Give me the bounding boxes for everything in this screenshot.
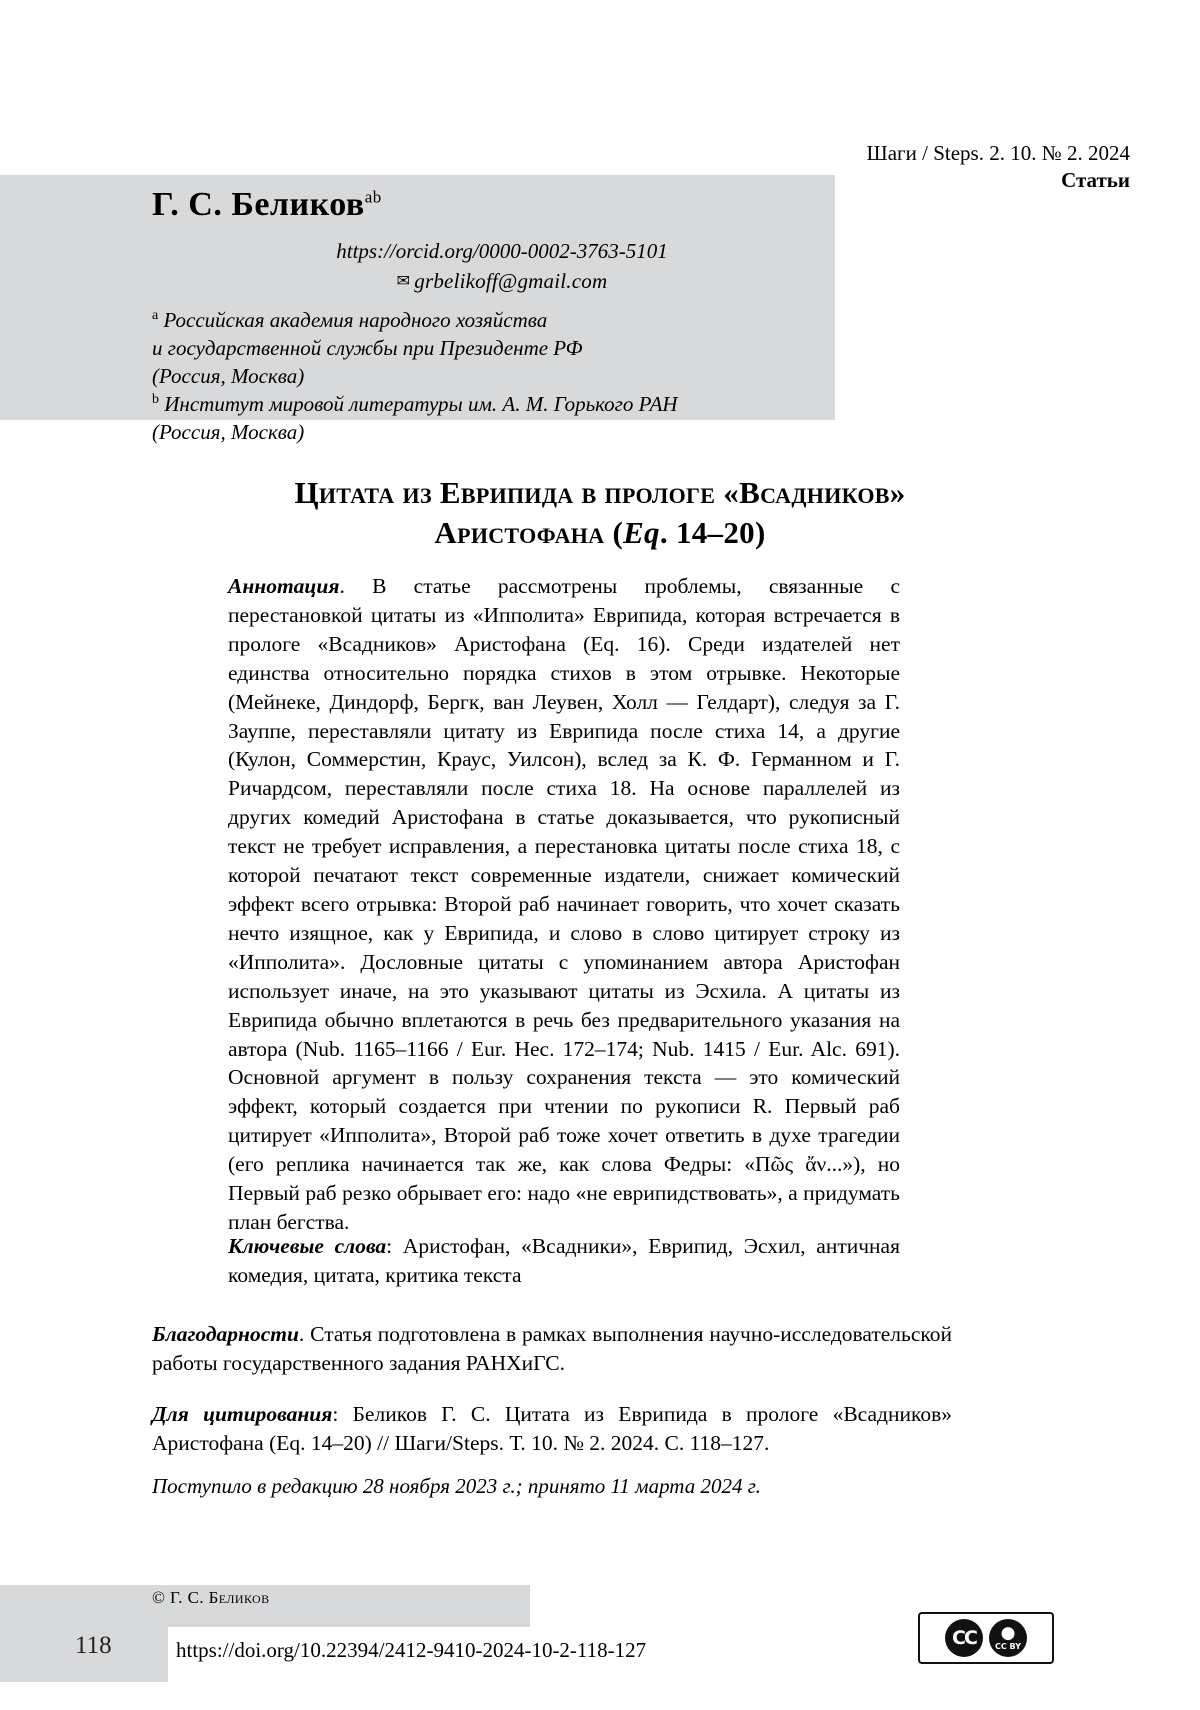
- author-affiliation-marks: ab: [364, 187, 382, 207]
- affiliation-b-line1: Институт мировой литературы им. А. М. Горького РАН: [164, 391, 678, 416]
- affiliation-a-line1: Российская академия народного хозяйства: [163, 307, 548, 332]
- article-title-line2-post: . 14–20): [659, 515, 766, 551]
- creative-commons-license-badge[interactable]: [918, 1612, 1054, 1664]
- article-title-line1: Цитата из Еврипида в прологе «Всадников»: [294, 474, 906, 510]
- article-title-work-abbrev: Eq: [623, 515, 660, 551]
- keywords-block: [228, 1232, 900, 1290]
- affiliation-b: [152, 391, 1052, 419]
- page-number: 118: [75, 1632, 112, 1659]
- cc-by-icon: [989, 1619, 1027, 1657]
- envelope-icon: ✉: [396, 273, 411, 291]
- citation-text: : Беликов Г. С. Цитата из Еврипида в прологе «Всадников» Аристофана (Eq. 14–20) // Шаги/Steps. Т. 10. № 2. 2024. С. 118–127.: [152, 1402, 952, 1456]
- cc-icon: CC: [945, 1619, 983, 1657]
- affiliation-a-line2: и государственной службы при Президенте РФ: [152, 335, 583, 360]
- article-title-line2-pre: Аристофана (: [434, 515, 624, 551]
- acknowledgements-label: Благодарности: [152, 1322, 299, 1346]
- keywords-label: Ключевые слова: [228, 1234, 387, 1258]
- keywords-text: : Аристофан, «Всадники», Еврипид, Эсхил, античная комедия, цитата, критика текста: [228, 1234, 900, 1287]
- author-email-row[interactable]: [152, 266, 852, 296]
- affiliation-a-mark: a: [152, 307, 159, 323]
- affiliation-b-line2: (Россия, Москва): [152, 419, 305, 444]
- copyright-notice: © Г. С. Беликов: [152, 1588, 270, 1607]
- author-orcid-link[interactable]: https://orcid.org/0000-0002-3763-5101: [336, 239, 668, 263]
- acknowledgements-block: [152, 1320, 952, 1378]
- citation-block: [152, 1400, 952, 1458]
- person-icon: ●: [1000, 1623, 1016, 1643]
- cc-by-label: CC BY: [995, 1642, 1021, 1651]
- page-title: [150, 473, 1050, 554]
- abstract-text: . В статье рассмотрены проблемы, связанные с перестановкой цитаты из «Ипполита» Еврипида, которая встречается в прологе «Всадников» Аристофана (Eq. 16). Среди издателей нет единства относительно порядка стихов в этом отрывке. Некоторые (Мейнеке, Диндорф, Бергк, ван Леувен, Холл — Гелдарт), следуя за Г. Зауппе, переставляли цитату из Еврипида после стиха 14, а другие (Кулон, Соммерстин, Краус, Уилсон), вслед за К. Ф. Германном и Г. Ричардсом, переставляли после стиха 18. На основе параллелей из других комедий Аристофана в статье доказывается, что рукописный текст не требует исправления, а перестановка цитаты после стиха 18, с которой печатают текст современные издатели, снижает комический эффект всего отрывка: Второй раб начинает говорить, что хочет сказать нечто изящное, как у Еврипида, и слово в слово цитирует строку из «Ипполита». Дословные цитаты с упоминанием автора Аристофан использует иначе, на это указывают цитаты из Эсхила. А цитаты из Еврипида обычно вплетаются в речь без предварительного указания на автора (Nub. 1165–1166 / Eur. Hec. 172–174; Nub. 1415 / Eur. Alc. 691). Основной аргумент в пользу сохранения текста — это комический эффект, который создается при чтении по рукописи R. Первый раб цитирует «Ипполита», Второй раб тоже хочет ответить в духе трагедии (его реплика начинается так же, как слова Федры: «Πῶς ἄν...»), но Первый раб резко обрывает его: надо «не еврипидствовать», а придумать план бегства.: [228, 574, 900, 1234]
- affiliation-a: [152, 307, 1052, 335]
- author-name-text: Г. С. Беликов: [152, 186, 365, 223]
- abstract-label: Аннотация: [228, 574, 340, 598]
- affiliation-a-line3: (Россия, Москва): [152, 363, 305, 388]
- author-name: [152, 186, 1052, 224]
- acknowledgements-text: . Статья подготовлена в рамках выполнения научно-исследовательской работы государственного задания РАНХиГС.: [152, 1322, 952, 1376]
- running-head-section: Статьи: [1061, 168, 1130, 193]
- doi-link[interactable]: https://doi.org/10.22394/2412-9410-2024-10-2-118-127: [176, 1638, 647, 1662]
- citation-label: Для цитирования: [152, 1402, 333, 1426]
- author-contacts: [152, 236, 852, 297]
- affiliation-b-mark: b: [152, 391, 159, 407]
- received-dates: Поступило в редакцию 28 ноября 2023 г.; принято 11 марта 2024 г.: [152, 1474, 761, 1498]
- author-block: [152, 186, 1052, 446]
- running-head-journal: Шаги / Steps. 2. 10. № 2. 2024: [866, 141, 1130, 165]
- abstract-block: [228, 572, 900, 1237]
- author-affiliations: [152, 307, 1052, 447]
- author-email[interactable]: grbelikoff@gmail.com: [414, 269, 608, 294]
